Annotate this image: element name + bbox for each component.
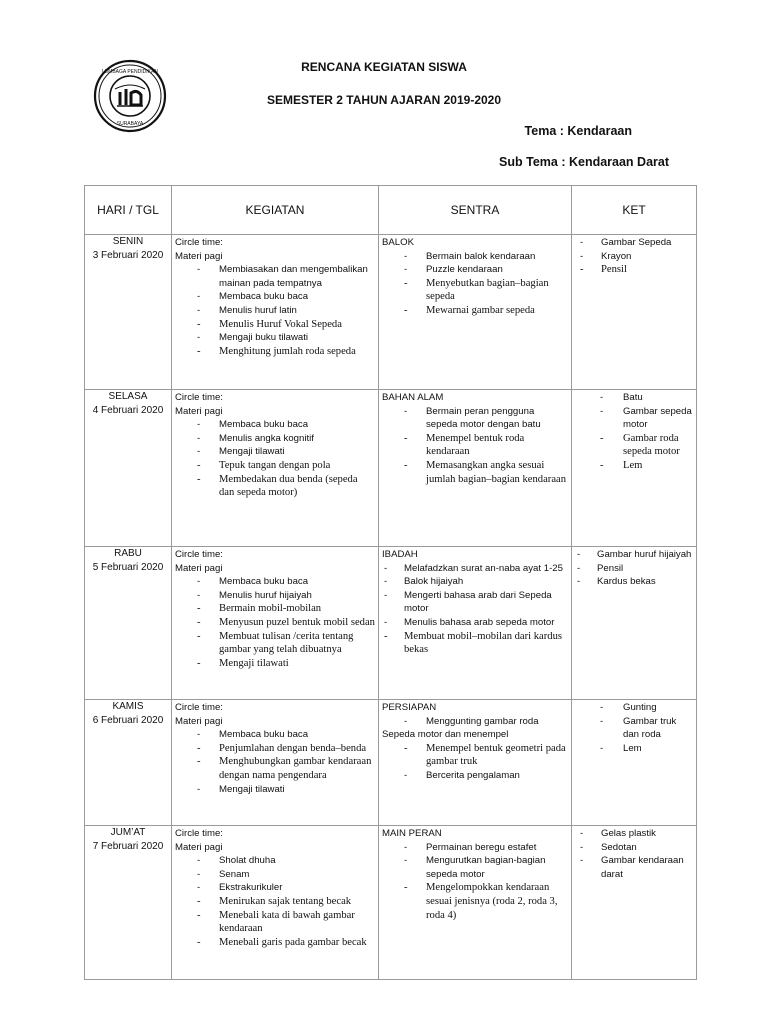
list-item: - Batu xyxy=(575,391,693,405)
list-item: - Menirukan sajak tentang becak xyxy=(175,895,375,909)
list-item: - Menghubungkan gambar kendaraan dengan nama pengendara xyxy=(175,755,375,782)
day-name: JUM’AT xyxy=(110,827,146,838)
list-item: - Senam xyxy=(175,868,375,882)
activity-cell xyxy=(172,826,379,980)
table-row xyxy=(85,700,697,826)
day-cell xyxy=(85,390,172,547)
center-cell xyxy=(379,700,572,826)
activity-heading: Circle time: xyxy=(175,549,223,560)
list-item: - Menempel bentuk roda kendaraan xyxy=(382,432,568,459)
activity-subheading: Materi pagi xyxy=(175,250,223,262)
center-cell xyxy=(379,826,572,980)
day-date: 5 Februari 2020 xyxy=(92,562,164,573)
list-item: - Menyusun puzel bentuk mobil sedan xyxy=(175,616,375,630)
activity-heading: Circle time: xyxy=(175,828,223,839)
svg-text:LEMBAGA PENDIDIKAN: LEMBAGA PENDIDIKAN xyxy=(102,69,158,75)
center-heading: IBADAH xyxy=(382,549,418,560)
list-item: - Membaca buku baca xyxy=(175,728,375,742)
column-header-notes: KET xyxy=(572,186,697,235)
activity-cell xyxy=(172,700,379,826)
list-item: - Gelas plastik xyxy=(575,827,693,841)
list-item: - Memasangkan angka sesuai jumlah bagian–bagian kendaraan xyxy=(382,459,568,486)
list-item: - Gambar truk dan roda xyxy=(575,715,693,742)
list-item: - Mengaji buku tilawati xyxy=(175,331,375,345)
column-header-day: HARI / TGL xyxy=(85,186,172,235)
activity-cell xyxy=(172,235,379,390)
list-item: - Menghitung jumlah roda sepeda xyxy=(175,345,375,359)
list-item: - Menggunting gambar roda xyxy=(382,715,568,729)
day-name: SENIN xyxy=(112,236,144,247)
day-date: 7 Februari 2020 xyxy=(92,841,164,852)
list-item: - Gambar sepeda motor xyxy=(575,405,693,432)
list-item: - Permainan beregu estafet xyxy=(382,841,568,855)
day-date: 4 Februari 2020 xyxy=(92,405,164,416)
center-heading: PERSIAPAN xyxy=(382,702,437,713)
list-item: - Gambar roda sepeda motor xyxy=(575,432,693,459)
notes-cell xyxy=(572,547,697,700)
list-item: - Ekstrakurikuler xyxy=(175,881,375,895)
list-item: - Gambar kendaraan darat xyxy=(575,854,693,881)
table-row xyxy=(85,390,697,547)
list-item: - Krayon xyxy=(575,250,693,264)
list-item: - Menebali kata di bawah gambar kendaraan xyxy=(175,909,375,936)
list-item: - Menulis angka kognitif xyxy=(175,432,375,446)
list-item: - Bermain mobil-mobilan xyxy=(175,602,375,616)
day-cell xyxy=(85,235,172,390)
list-item: - Membaca buku baca xyxy=(175,290,375,304)
notes-cell xyxy=(572,235,697,390)
list-item: - Lem xyxy=(575,742,693,756)
list-item: - Mengaji tilawati xyxy=(175,783,375,797)
list-item-continuation: Sepeda motor dan menempel xyxy=(382,729,509,741)
activity-heading: Circle time: xyxy=(175,392,223,403)
activity-subheading: Materi pagi xyxy=(175,715,223,727)
activity-subheading: Materi pagi xyxy=(175,841,223,853)
list-item: - Gambar huruf hijaiyah xyxy=(575,548,693,562)
list-item: - Bermain peran pengguna sepeda motor dengan batu xyxy=(382,405,568,432)
activity-heading: Circle time: xyxy=(175,237,223,248)
table-row xyxy=(85,826,697,980)
center-heading: MAIN PERAN xyxy=(382,828,442,839)
notes-cell xyxy=(572,390,697,547)
subtheme-label: Sub Tema : Kendaraan Darat xyxy=(499,155,669,169)
list-item: - Menulis bahasa arab sepeda motor xyxy=(382,616,568,630)
list-item: - Membaca buku baca xyxy=(175,418,375,432)
activity-cell xyxy=(172,547,379,700)
document-title: RENCANA KEGIATAN SISWA xyxy=(301,60,467,74)
list-item: - Penjumlahan dengan benda–benda xyxy=(175,742,375,756)
column-header-center: SENTRA xyxy=(379,186,572,235)
list-item: - Melafadzkan surat an-naba ayat 1-25 xyxy=(382,562,568,576)
list-item: - Balok hijaiyah xyxy=(382,575,568,589)
list-item: - Mewarnai gambar sepeda xyxy=(382,304,568,318)
list-item: - Menebali garis pada gambar becak xyxy=(175,936,375,950)
list-item: - Membiasakan dan mengembalikan mainan pada tempatnya xyxy=(175,263,375,290)
day-cell xyxy=(85,700,172,826)
document-subtitle: SEMESTER 2 TAHUN AJARAN 2019-2020 xyxy=(266,93,502,107)
table-row xyxy=(85,235,697,390)
list-item: - Mengerti bahasa arab dari Sepeda motor xyxy=(382,589,568,616)
center-heading: BALOK xyxy=(382,237,414,248)
day-cell xyxy=(85,826,172,980)
list-item: - Membuat mobil–mobilan dari kardus bekas xyxy=(382,630,568,657)
day-cell xyxy=(85,547,172,700)
center-cell xyxy=(379,235,572,390)
list-item: - Bermain balok kendaraan xyxy=(382,250,568,264)
list-item: - Pensil xyxy=(575,263,693,277)
list-item: - Menempel bentuk geometri pada gambar truk xyxy=(382,742,568,769)
table-header-row xyxy=(85,186,697,235)
activity-heading: Circle time: xyxy=(175,702,223,713)
list-item: - Bercerita pengalaman xyxy=(382,769,568,783)
activity-subheading: Materi pagi xyxy=(175,562,223,574)
list-item: - Pensil xyxy=(575,562,693,576)
column-header-activity: KEGIATAN xyxy=(172,186,379,235)
list-item: - Mengaji tilawati xyxy=(175,657,375,671)
svg-text:SURABAYA: SURABAYA xyxy=(116,121,144,127)
list-item: - Menulis huruf hijaiyah xyxy=(175,589,375,603)
list-item: - Mengurutkan bagian-bagian sepeda motor xyxy=(382,854,568,881)
list-item: - Sholat dhuha xyxy=(175,854,375,868)
list-item: - Gunting xyxy=(575,701,693,715)
theme-label: Tema : Kendaraan xyxy=(524,124,632,138)
day-name: RABU xyxy=(114,548,142,559)
activity-plan-table xyxy=(84,185,697,980)
list-item: - Membaca buku baca xyxy=(175,575,375,589)
day-name: KAMIS xyxy=(112,701,144,712)
list-item: - Menulis huruf latin xyxy=(175,304,375,318)
list-item: - Lem xyxy=(575,459,693,473)
center-heading: BAHAN ALAM xyxy=(382,392,444,403)
list-item: - Mengaji tilawati xyxy=(175,445,375,459)
notes-cell xyxy=(572,700,697,826)
center-cell xyxy=(379,547,572,700)
activity-subheading: Materi pagi xyxy=(175,405,223,417)
table-row xyxy=(85,547,697,700)
list-item: - Sedotan xyxy=(575,841,693,855)
list-item: - Menyebutkan bagian–bagian sepeda xyxy=(382,277,568,304)
day-date: 6 Februari 2020 xyxy=(92,715,164,726)
list-item: - Membedakan dua benda (sepeda dan sepeda motor) xyxy=(175,473,375,500)
center-cell xyxy=(379,390,572,547)
day-name: SELASA xyxy=(108,391,148,402)
list-item: - Menulis Huruf Vokal Sepeda xyxy=(175,318,375,332)
notes-cell xyxy=(572,826,697,980)
list-item: - Membuat tulisan /cerita tentang gambar yang telah dibuatnya xyxy=(175,630,375,657)
list-item: - Kardus bekas xyxy=(575,575,693,589)
list-item: - Mengelompokkan kendaraan sesuai jenisnya (roda 2, roda 3, roda 4) xyxy=(382,881,568,922)
list-item: - Gambar Sepeda xyxy=(575,236,693,250)
activity-cell xyxy=(172,390,379,547)
day-date: 3 Februari 2020 xyxy=(92,250,164,261)
list-item: - Tepuk tangan dengan pola xyxy=(175,459,375,473)
list-item: - Puzzle kendaraan xyxy=(382,263,568,277)
